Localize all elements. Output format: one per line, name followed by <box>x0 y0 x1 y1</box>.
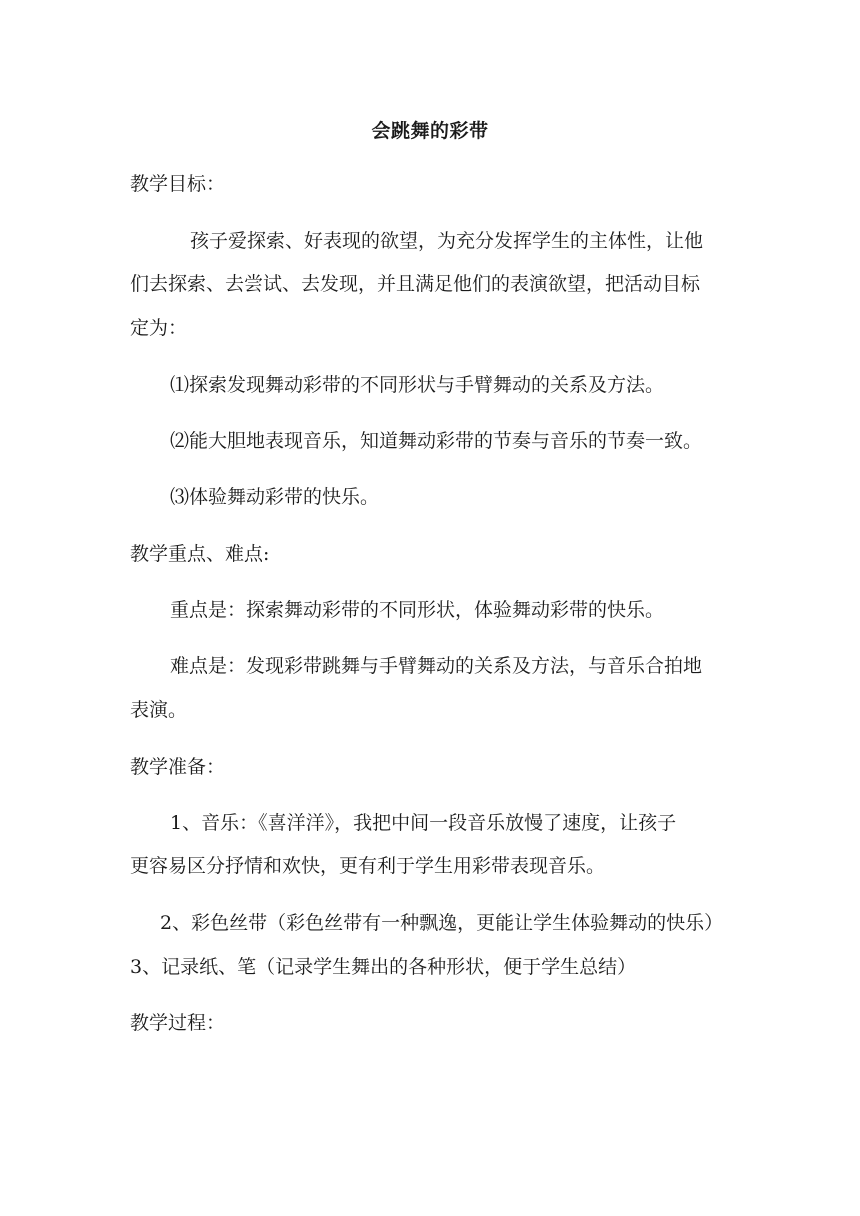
difficulty-line: 表演。 <box>130 699 188 721</box>
preparation-item-1: 1、音乐：《喜洋洋》，我把中间一段音乐放慢了速度，让孩子 <box>170 812 677 834</box>
heading-preparation: 教学准备： <box>130 756 226 778</box>
heading-teaching-goals: 教学目标： <box>130 173 226 195</box>
difficulty-line: 难点是：发现彩带跳舞与手臂舞动的关系及方法，与音乐合拍地 <box>170 655 703 677</box>
preparation-item-2: 2、彩色丝带（彩色丝带有一种飘逸，更能让学生体验舞动的快乐） <box>160 912 724 934</box>
preparation-item-1-cont: 更容易区分抒情和欢快，更有利于学生用彩带表现音乐。 <box>130 855 606 877</box>
document-title: 会跳舞的彩带 <box>371 120 489 142</box>
heading-teaching-process: 教学过程： <box>130 1012 226 1034</box>
paragraph-line: 孩子爱探索、好表现的欲望，为充分发挥学生的主体性，让他 <box>190 230 704 252</box>
goal-item-2: ⑵能大胆地表现音乐，知道舞动彩带的节奏与音乐的节奏一致。 <box>170 430 703 452</box>
heading-key-points: 教学重点、难点: <box>130 543 270 565</box>
preparation-item-3: 3、记录纸、笔（记录学生舞出的各种形状，便于学生总结） <box>130 956 637 978</box>
paragraph-line: 们去探索、去尝试、去发现，并且满足他们的表演欲望，把活动目标 <box>130 273 701 295</box>
paragraph-line: 定为： <box>130 317 188 339</box>
key-point-line: 重点是：探索舞动彩带的不同形状，体验舞动彩带的快乐。 <box>170 599 665 621</box>
goal-item-3: ⑶体验舞动彩带的快乐。 <box>170 486 380 508</box>
goal-item-1: ⑴探索发现舞动彩带的不同形状与手臂舞动的关系及方法。 <box>170 374 665 396</box>
